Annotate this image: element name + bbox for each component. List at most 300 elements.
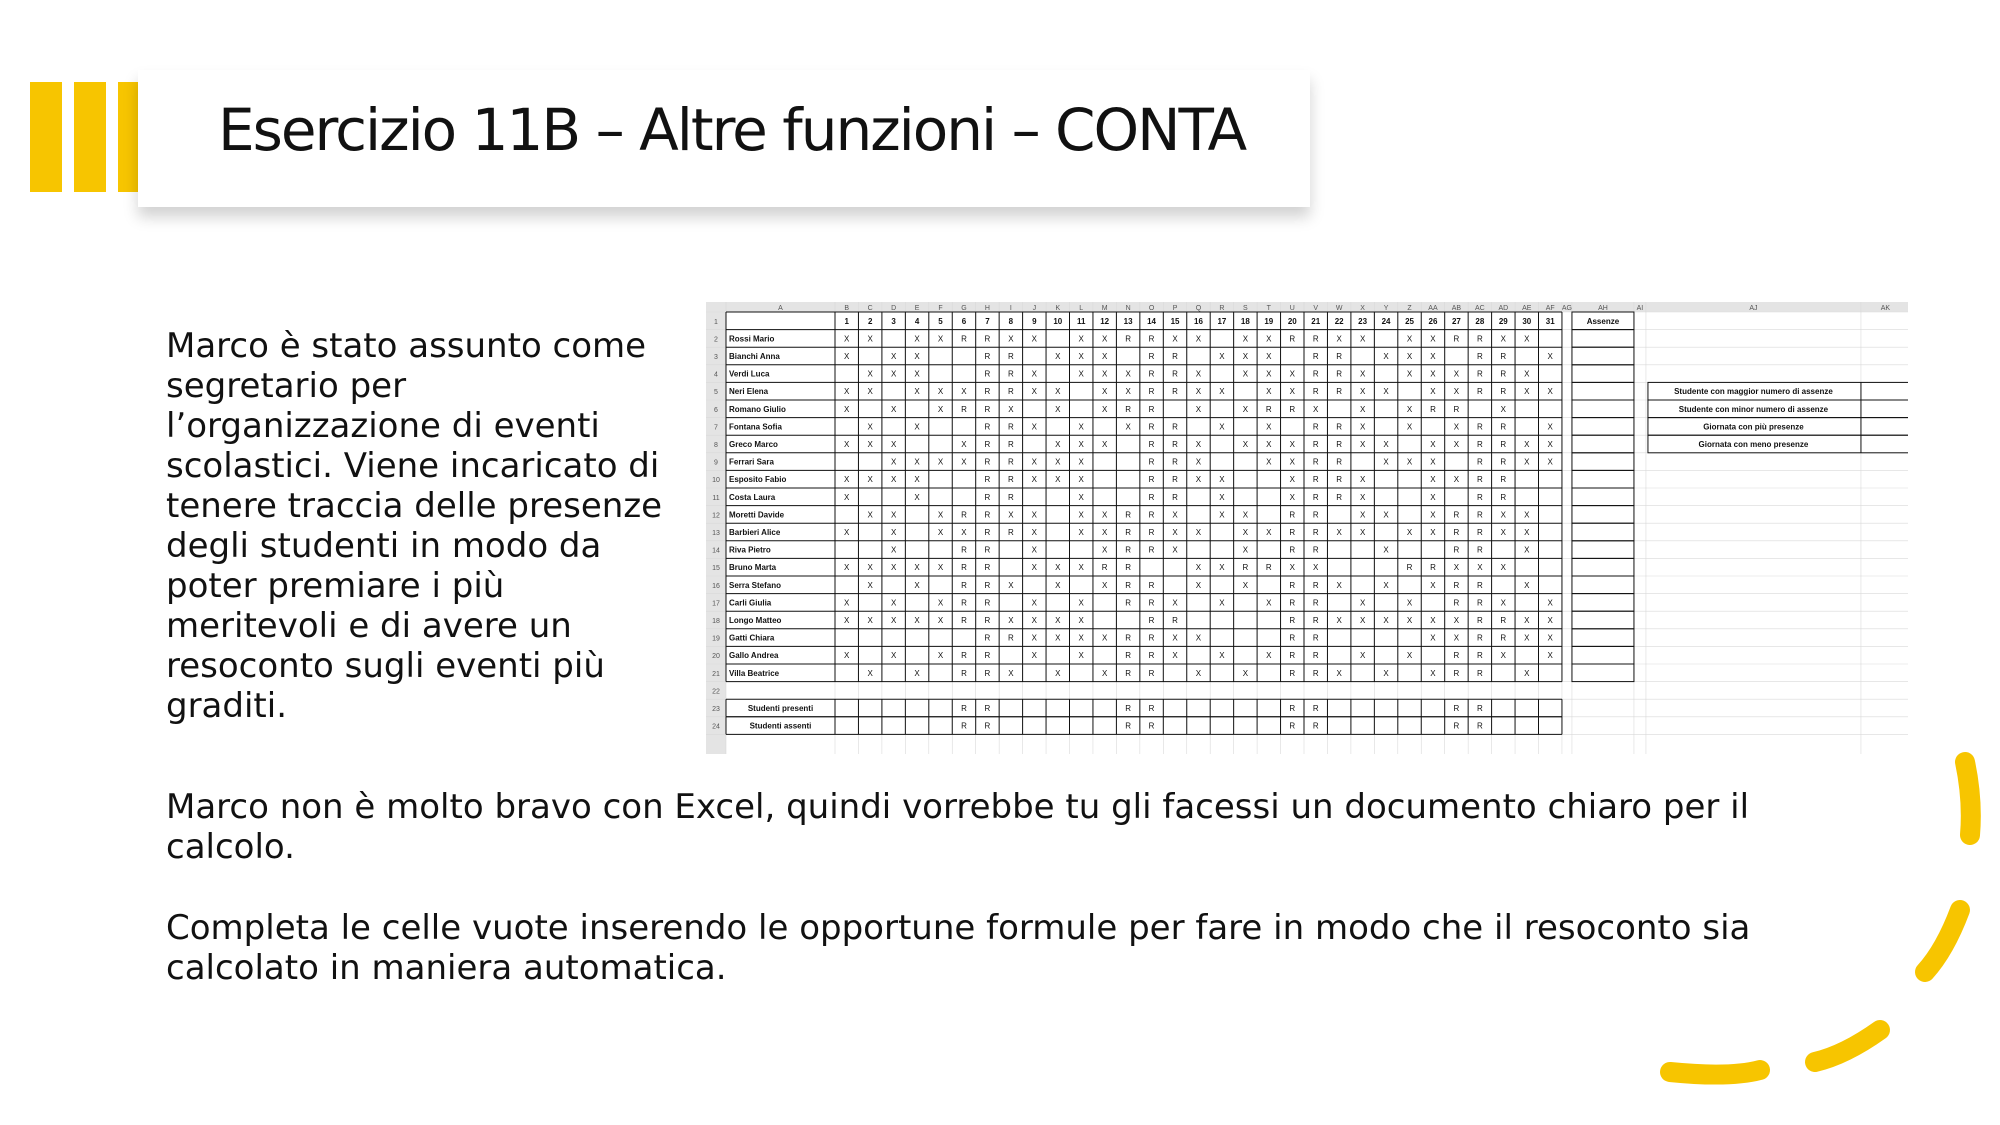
attendance-mark: X: [1125, 422, 1131, 432]
attendance-mark: X: [1406, 334, 1413, 344]
column-letter: Z: [1407, 305, 1412, 312]
attendance-mark: R: [1148, 369, 1155, 379]
attendance-mark: X: [1195, 369, 1202, 379]
student-name: Ferrari Sara: [729, 457, 774, 467]
attendance-mark: X: [867, 616, 873, 625]
attendance-mark: R: [1312, 598, 1319, 608]
footer-mark: R: [1453, 721, 1460, 731]
attendance-mark: R: [1476, 616, 1483, 625]
attendance-mark: X: [914, 475, 920, 485]
attendance-mark: X: [914, 668, 920, 678]
attendance-mark: X: [1266, 598, 1272, 608]
column-letter: L: [1079, 305, 1084, 312]
attendance-mark: X: [867, 563, 873, 573]
student-name: Esposito Fabio: [729, 475, 787, 485]
attendance-mark: X: [1195, 528, 1202, 537]
attendance-mark: X: [1383, 387, 1389, 397]
attendance-mark: R: [1476, 475, 1483, 485]
attendance-mark: R: [1125, 651, 1132, 661]
attendance-mark: X: [937, 563, 944, 573]
attendance-mark: X: [1383, 668, 1389, 678]
attendance-mark: R: [1125, 334, 1132, 344]
attendance-mark: X: [1430, 334, 1436, 344]
student-name: Riva Pietro: [729, 545, 771, 555]
attendance-mark: X: [890, 563, 897, 573]
attendance-mark: X: [1406, 369, 1413, 379]
attendance-mark: R: [1148, 545, 1155, 555]
attendance-mark: R: [1453, 651, 1460, 661]
attendance-mark: X: [1524, 616, 1530, 625]
column-letter: U: [1289, 305, 1295, 312]
attendance-mark: R: [984, 492, 991, 502]
attendance-mark: R: [1007, 633, 1014, 643]
attendance-mark: X: [1336, 334, 1342, 344]
attendance-mark: X: [1500, 651, 1506, 661]
footer-mark: R: [1289, 721, 1296, 731]
attendance-mark: R: [961, 651, 967, 661]
attendance-mark: X: [1383, 440, 1389, 449]
column-letter: O: [1148, 305, 1155, 312]
attendance-mark: R: [1476, 545, 1483, 555]
attendance-mark: R: [1453, 510, 1460, 520]
attendance-mark: X: [1195, 563, 1202, 573]
column-letter: AC: [1475, 305, 1485, 312]
attendance-mark: X: [1266, 387, 1272, 397]
deco-dash: [1815, 1030, 1880, 1062]
attendance-mark: X: [1359, 369, 1366, 379]
attendance-mark: R: [1500, 387, 1507, 397]
attendance-mark: X: [1078, 616, 1084, 625]
attendance-mark: X: [1266, 528, 1272, 537]
row-number: 7: [714, 424, 718, 432]
row-number: 21: [712, 670, 720, 678]
attendance-mark: X: [867, 510, 873, 520]
attendance-mark: X: [1430, 668, 1436, 678]
day-header: 8: [1008, 316, 1014, 326]
attendance-mark: X: [1524, 387, 1530, 397]
attendance-mark: R: [1148, 668, 1155, 678]
attendance-mark: X: [1031, 422, 1037, 432]
row-number: 20: [712, 653, 720, 661]
attendance-mark: X: [1055, 457, 1061, 467]
row-header-bar: [706, 302, 726, 754]
footer-mark: R: [984, 721, 991, 731]
attendance-mark: X: [1078, 457, 1084, 467]
attendance-mark: X: [1500, 598, 1506, 608]
attendance-mark: X: [1524, 369, 1530, 379]
attendance-mark: R: [1406, 563, 1413, 573]
column-header-bar: [706, 302, 1908, 312]
day-header: 11: [1076, 316, 1086, 326]
attendance-mark: R: [1148, 633, 1155, 643]
attendance-mark: R: [1453, 598, 1460, 608]
attendance-mark: X: [1219, 422, 1225, 432]
attendance-mark: X: [1102, 352, 1108, 361]
row-number: 1: [714, 318, 718, 326]
attendance-mark: X: [1524, 510, 1530, 520]
attendance-mark: R: [961, 510, 967, 520]
attendance-mark: X: [914, 457, 920, 467]
attendance-mark: R: [1312, 616, 1319, 625]
attendance-mark: R: [1476, 668, 1483, 678]
column-letter: Q: [1195, 305, 1202, 312]
attendance-mark: X: [1453, 387, 1460, 397]
attendance-mark: R: [1125, 668, 1132, 678]
accent-bar: [74, 82, 106, 192]
attendance-mark: R: [1453, 404, 1460, 414]
attendance-mark: X: [1336, 528, 1342, 537]
attendance-mark: X: [1242, 369, 1249, 379]
attendance-mark: X: [1031, 457, 1037, 467]
attendance-mark: X: [1078, 475, 1084, 485]
attendance-mark: X: [1383, 580, 1389, 590]
attendance-mark: R: [1007, 457, 1014, 467]
attendance-mark: X: [1055, 404, 1061, 414]
summary-label: Giornata con più presenze: [1703, 422, 1804, 432]
attendance-mark: R: [1312, 651, 1319, 661]
attendance-mark: X: [890, 404, 897, 414]
attendance-mark: X: [890, 440, 897, 449]
attendance-mark: R: [1312, 369, 1319, 379]
attendance-mark: X: [1430, 510, 1436, 520]
attendance-mark: R: [1312, 492, 1319, 502]
attendance-mark: X: [890, 598, 897, 608]
attendance-mark: R: [1265, 563, 1272, 573]
column-letter: N: [1125, 305, 1131, 312]
attendance-mark: R: [961, 334, 967, 344]
attendance-mark: X: [1078, 422, 1084, 432]
attendance-mark: X: [1242, 528, 1249, 537]
attendance-mark: R: [1476, 334, 1483, 344]
attendance-mark: X: [1430, 492, 1436, 502]
attendance-mark: R: [1289, 580, 1296, 590]
attendance-mark: X: [1406, 457, 1413, 467]
attendance-mark: X: [867, 668, 873, 678]
attendance-mark: R: [984, 651, 991, 661]
attendance-mark: R: [1500, 475, 1507, 485]
attendance-mark: X: [1102, 369, 1108, 379]
student-name: Bianchi Anna: [729, 352, 780, 361]
student-name: Villa Beatrice: [729, 668, 780, 678]
attendance-mark: R: [1007, 440, 1014, 449]
attendance-mark: R: [1148, 580, 1155, 590]
attendance-mark: X: [1125, 369, 1131, 379]
deco-dash: [1670, 1070, 1760, 1075]
attendance-mark: R: [1007, 369, 1014, 379]
attendance-mark: X: [1242, 352, 1249, 361]
column-letter: F: [938, 305, 943, 312]
column-letter: E: [914, 305, 920, 312]
attendance-mark: X: [1406, 651, 1413, 661]
column-letter: G: [961, 305, 967, 312]
attendance-mark: X: [1055, 440, 1061, 449]
attendance-mark: R: [1125, 580, 1132, 590]
attendance-mark: X: [890, 369, 897, 379]
attendance-mark: X: [937, 616, 944, 625]
day-header: 29: [1498, 316, 1508, 326]
attendance-mark: R: [1476, 440, 1483, 449]
attendance-mark: X: [844, 475, 850, 485]
attendance-mark: R: [1500, 440, 1507, 449]
attendance-mark: R: [1172, 369, 1178, 379]
student-name: Gallo Andrea: [729, 651, 779, 661]
attendance-mark: X: [937, 528, 944, 537]
attendance-mark: X: [1289, 457, 1295, 467]
attendance-mark: X: [844, 334, 850, 344]
attendance-mark: X: [1383, 616, 1389, 625]
attendance-mark: R: [984, 422, 991, 432]
attendance-mark: X: [1266, 369, 1272, 379]
attendance-mark: X: [1102, 580, 1108, 590]
attendance-mark: R: [1476, 598, 1483, 608]
attendance-mark: R: [1500, 369, 1507, 379]
day-header: 27: [1451, 316, 1461, 326]
attendance-mark: X: [890, 545, 897, 555]
attendance-mark: R: [1453, 528, 1460, 537]
footer-mark: R: [1148, 721, 1155, 731]
attendance-mark: X: [1453, 633, 1460, 643]
attendance-mark: X: [1102, 545, 1108, 555]
attendance-mark: X: [1406, 528, 1413, 537]
attendance-mark: X: [1008, 334, 1014, 344]
attendance-mark: X: [1430, 457, 1436, 467]
attendance-mark: X: [1008, 404, 1014, 414]
attendance-mark: X: [1219, 492, 1225, 502]
student-name: Bruno Marta: [729, 563, 777, 573]
student-name: Costa Laura: [729, 492, 776, 502]
day-header: 24: [1381, 316, 1391, 326]
attendance-mark: R: [1148, 475, 1155, 485]
attendance-mark: X: [844, 528, 850, 537]
attendance-mark: R: [1476, 528, 1483, 537]
attendance-mark: R: [1125, 563, 1132, 573]
attendance-mark: R: [1500, 616, 1507, 625]
attendance-mark: R: [984, 475, 991, 485]
attendance-mark: X: [1524, 528, 1530, 537]
attendance-mark: X: [1359, 510, 1366, 520]
attendance-mark: R: [1476, 492, 1483, 502]
attendance-mark: X: [1031, 545, 1037, 555]
attendance-mark: X: [1219, 475, 1225, 485]
attendance-mark: R: [984, 616, 991, 625]
attendance-mark: X: [844, 651, 850, 661]
attendance-mark: X: [1102, 668, 1108, 678]
attendance-mark: R: [984, 668, 991, 678]
attendance-mark: R: [1336, 475, 1343, 485]
attendance-mark: X: [961, 387, 967, 397]
attendance-mark: R: [1476, 510, 1483, 520]
sheet-background: [706, 302, 1908, 754]
attendance-mark: X: [1383, 352, 1389, 361]
row-number: 14: [712, 547, 720, 555]
attendance-mark: R: [984, 352, 991, 361]
attendance-mark: R: [1125, 528, 1132, 537]
attendance-mark: X: [1078, 369, 1084, 379]
attendance-mark: R: [984, 563, 991, 573]
attendance-mark: R: [1312, 668, 1319, 678]
attendance-mark: X: [1172, 651, 1178, 661]
attendance-mark: X: [1219, 563, 1225, 573]
decorative-dashes: [1640, 740, 2000, 1125]
attendance-mark: X: [1524, 668, 1530, 678]
attendance-mark: X: [1266, 422, 1272, 432]
attendance-mark: X: [1219, 387, 1225, 397]
attendance-mark: X: [1524, 545, 1530, 555]
attendance-mark: X: [1336, 580, 1342, 590]
attendance-mark: X: [1008, 616, 1014, 625]
attendance-mark: X: [1547, 387, 1553, 397]
attendance-mark: R: [1172, 492, 1178, 502]
attendance-mark: R: [1148, 404, 1155, 414]
deco-dash: [1965, 762, 1971, 835]
attendance-mark: R: [984, 580, 991, 590]
column-letter: AD: [1498, 305, 1509, 312]
attendance-mark: R: [1312, 633, 1319, 643]
attendance-mark: X: [867, 580, 873, 590]
attendance-mark: X: [1266, 440, 1272, 449]
attendance-mark: X: [1524, 457, 1530, 467]
attendance-mark: R: [1148, 422, 1155, 432]
attendance-mark: X: [1102, 633, 1108, 643]
column-letter: H: [984, 305, 990, 312]
attendance-mark: X: [1242, 334, 1249, 344]
attendance-mark: X: [1102, 510, 1108, 520]
row-number: 17: [712, 600, 720, 608]
row-number: 23: [712, 706, 720, 713]
attendance-mark: X: [1242, 510, 1249, 520]
attendance-mark: R: [1148, 352, 1155, 361]
attendance-mark: R: [1312, 475, 1319, 485]
column-letter: AK: [1880, 305, 1891, 312]
day-header: 5: [938, 316, 943, 326]
day-header: 21: [1311, 316, 1321, 326]
attendance-mark: R: [1476, 387, 1483, 397]
attendance-mark: X: [1383, 457, 1389, 467]
footer-mark: R: [1289, 704, 1296, 713]
attendance-mark: X: [914, 616, 920, 625]
attendance-mark: X: [937, 651, 944, 661]
spreadsheet-screenshot: [706, 302, 1908, 754]
attendance-mark: R: [1476, 580, 1483, 590]
attendance-mark: X: [1055, 633, 1061, 643]
attendance-mark: X: [1406, 404, 1413, 414]
summary-label: Giornata con meno presenze: [1698, 440, 1809, 449]
attendance-mark: X: [1547, 651, 1553, 661]
footer-label: Studenti assenti: [749, 721, 812, 731]
footer-mark: R: [1312, 721, 1319, 731]
attendance-mark: X: [1547, 598, 1553, 608]
attendance-mark: X: [1078, 440, 1084, 449]
attendance-mark: X: [1430, 369, 1436, 379]
attendance-mark: X: [1430, 633, 1436, 643]
day-header: 22: [1334, 316, 1344, 326]
attendance-mark: X: [1242, 440, 1249, 449]
column-letter: R: [1219, 305, 1225, 312]
attendance-mark: X: [914, 334, 920, 344]
attendance-mark: R: [1148, 510, 1155, 520]
attendance-mark: R: [1430, 404, 1436, 414]
attendance-mark: R: [1148, 492, 1155, 502]
attendance-mark: X: [1453, 616, 1460, 625]
attendance-mark: R: [1172, 616, 1178, 625]
attendance-mark: X: [1055, 475, 1061, 485]
attendance-mark: X: [961, 440, 967, 449]
attendance-mark: X: [1359, 528, 1366, 537]
attendance-mark: X: [890, 651, 897, 661]
attendance-mark: X: [914, 352, 920, 361]
attendance-mark: X: [867, 387, 873, 397]
attendance-mark: X: [844, 404, 850, 414]
attendance-mark: R: [1312, 334, 1319, 344]
attendance-mark: X: [1031, 510, 1037, 520]
attendance-mark: X: [1547, 616, 1553, 625]
attendance-mark: X: [867, 334, 873, 344]
attendance-mark: R: [1453, 580, 1460, 590]
attendance-mark: X: [844, 492, 850, 502]
column-letter: AJ: [1749, 305, 1758, 312]
attendance-mark: R: [984, 369, 991, 379]
attendance-mark: X: [1078, 510, 1084, 520]
attendance-mark: X: [937, 457, 944, 467]
attendance-mark: X: [1219, 352, 1225, 361]
attendance-mark: X: [1195, 334, 1202, 344]
attendance-mark: R: [1007, 475, 1014, 485]
attendance-mark: R: [1289, 510, 1296, 520]
attendance-mark: R: [1476, 633, 1483, 643]
attendance-mark: X: [867, 422, 873, 432]
column-letter: D: [891, 305, 897, 312]
student-name: Gatti Chiara: [729, 633, 775, 643]
attendance-mark: X: [867, 369, 873, 379]
column-letter: I: [1009, 305, 1012, 312]
attendance-mark: R: [1148, 598, 1155, 608]
student-name: Greco Marco: [729, 440, 778, 449]
attendance-mark: X: [914, 369, 920, 379]
attendance-mark: X: [1547, 457, 1553, 467]
attendance-mark: R: [1312, 422, 1319, 432]
attendance-mark: R: [1312, 440, 1319, 449]
attendance-mark: X: [1102, 404, 1108, 414]
attendance-mark: X: [890, 528, 897, 537]
attendance-mark: X: [1336, 616, 1342, 625]
row-number: 13: [712, 530, 720, 537]
attendance-mark: X: [1219, 598, 1225, 608]
attendance-mark: R: [1148, 528, 1155, 537]
attendance-mark: X: [1430, 528, 1436, 537]
attendance-mark: R: [1007, 528, 1014, 537]
column-letter: W: [1335, 305, 1343, 312]
attendance-mark: X: [1547, 440, 1553, 449]
attendance-mark: R: [1500, 457, 1507, 467]
day-header: 12: [1100, 316, 1110, 326]
attendance-mark: R: [961, 404, 967, 414]
day-header: 23: [1358, 316, 1368, 326]
day-header: 13: [1123, 316, 1133, 326]
column-letter: AG: [1561, 305, 1573, 312]
row-number: 3: [714, 354, 718, 361]
attendance-mark: X: [1078, 352, 1084, 361]
attendance-mark: R: [1336, 492, 1343, 502]
attendance-mark: X: [1008, 668, 1014, 678]
attendance-mark: X: [1078, 563, 1084, 573]
attendance-mark: R: [1125, 598, 1132, 608]
attendance-mark: X: [1313, 404, 1319, 414]
request-paragraph: Marco non è molto bravo con Excel, quindi vorrebbe tu gli facessi un documento chiaro per il calcolo.: [166, 787, 1750, 867]
attendance-mark: R: [1289, 334, 1296, 344]
day-header: 2: [867, 316, 873, 326]
attendance-mark: X: [1008, 580, 1014, 590]
attendance-mark: X: [1500, 334, 1506, 344]
